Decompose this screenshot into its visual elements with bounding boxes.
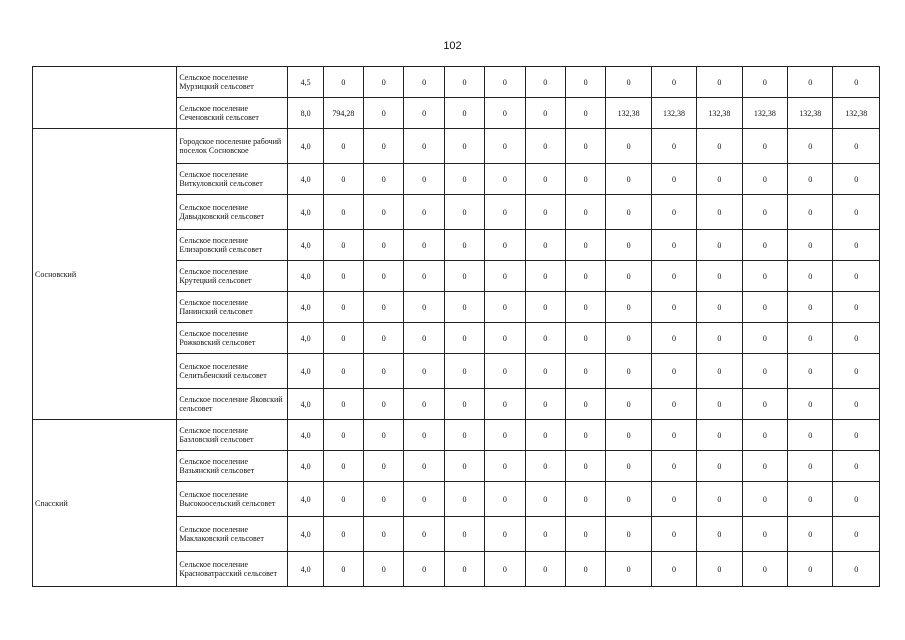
value-cell: 0 [364,354,404,389]
value-cell: 0 [651,261,696,292]
value-cell: 0 [833,451,880,482]
value-cell: 0 [697,292,742,323]
value-cell: 0 [404,195,444,230]
value-cell: 0 [485,261,525,292]
value-cell: 0 [697,482,742,517]
value-cell: 0 [525,129,565,164]
value-cell: 0 [364,323,404,354]
value-cell: 0 [323,164,363,195]
value-cell: 0 [788,451,833,482]
value-cell: 0 [742,164,787,195]
value-cell: 0 [697,323,742,354]
value-cell: 0 [833,354,880,389]
value-cell: 0 [323,517,363,552]
value-cell: 0 [525,482,565,517]
value-cell: 0 [444,261,484,292]
value-cell: 0 [444,98,484,129]
value-cell: 4,0 [288,230,323,261]
value-cell: 4,5 [288,67,323,98]
value-cell: 0 [651,482,696,517]
data-table [32,66,880,587]
value-cell: 0 [742,354,787,389]
value-cell: 0 [697,261,742,292]
value-cell: 0 [525,195,565,230]
value-cell: 132,38 [697,98,742,129]
value-cell: 4,0 [288,323,323,354]
value-cell: 0 [364,517,404,552]
value-cell: 0 [788,517,833,552]
value-cell: 0 [404,164,444,195]
value-cell: 132,38 [833,98,880,129]
value-cell: 0 [565,323,605,354]
value-cell: 0 [565,354,605,389]
value-cell: 132,38 [788,98,833,129]
value-cell: 0 [444,354,484,389]
value-cell: 0 [444,164,484,195]
value-cell: 0 [485,98,525,129]
value-cell: 0 [697,420,742,451]
value-cell: 0 [404,261,444,292]
value-cell: 0 [606,451,651,482]
value-cell: 0 [323,420,363,451]
value-cell: 0 [565,67,605,98]
value-cell: 0 [404,517,444,552]
value-cell: 0 [525,67,565,98]
value-cell: 0 [525,389,565,420]
value-cell: 0 [697,67,742,98]
settlement-cell: Сельское поселение Панинский сельсовет [177,292,288,323]
value-cell: 0 [833,389,880,420]
value-cell: 0 [833,129,880,164]
value-cell: 0 [525,354,565,389]
value-cell: 0 [742,389,787,420]
value-cell: 0 [651,323,696,354]
value-cell: 0 [651,354,696,389]
value-cell: 0 [444,552,484,587]
value-cell: 0 [364,389,404,420]
value-cell: 0 [323,195,363,230]
value-cell: 0 [323,230,363,261]
value-cell: 0 [485,129,525,164]
value-cell: 0 [606,164,651,195]
district-cell: Сосновский [33,129,177,420]
value-cell: 0 [833,517,880,552]
value-cell: 0 [742,420,787,451]
value-cell: 0 [697,230,742,261]
value-cell: 0 [565,164,605,195]
value-cell: 0 [444,230,484,261]
value-cell: 4,0 [288,261,323,292]
value-cell: 0 [525,230,565,261]
value-cell: 4,0 [288,389,323,420]
value-cell: 0 [444,67,484,98]
value-cell: 0 [323,67,363,98]
value-cell: 0 [323,552,363,587]
value-cell: 4,0 [288,354,323,389]
value-cell: 0 [606,230,651,261]
value-cell: 0 [485,164,525,195]
value-cell: 0 [833,292,880,323]
value-cell: 0 [565,420,605,451]
value-cell: 132,38 [651,98,696,129]
value-cell: 0 [742,451,787,482]
value-cell: 4,0 [288,164,323,195]
value-cell: 0 [742,67,787,98]
value-cell: 0 [525,323,565,354]
value-cell: 0 [742,292,787,323]
value-cell: 0 [651,517,696,552]
value-cell: 0 [404,292,444,323]
value-cell: 0 [565,195,605,230]
value-cell: 0 [606,389,651,420]
value-cell: 0 [404,482,444,517]
value-cell: 0 [364,230,404,261]
settlement-cell: Сельское поселение Маклаковский сельсовет [177,517,288,552]
value-cell: 0 [651,67,696,98]
value-cell: 0 [651,292,696,323]
value-cell: 0 [788,354,833,389]
value-cell: 0 [651,451,696,482]
value-cell: 0 [525,292,565,323]
value-cell: 4,0 [288,482,323,517]
settlement-cell: Сельское поселение Красноватрасский сельсовет [177,552,288,587]
value-cell: 0 [404,420,444,451]
value-cell: 0 [404,552,444,587]
value-cell: 0 [788,292,833,323]
value-cell: 0 [565,389,605,420]
value-cell: 0 [323,354,363,389]
value-cell: 4,0 [288,129,323,164]
value-cell: 4,0 [288,420,323,451]
value-cell: 0 [323,323,363,354]
value-cell: 0 [788,482,833,517]
settlement-cell: Сельское поселение Яковский сельсовет [177,389,288,420]
value-cell: 0 [444,389,484,420]
value-cell: 0 [404,67,444,98]
value-cell: 0 [697,354,742,389]
value-cell: 0 [323,129,363,164]
value-cell: 0 [833,482,880,517]
value-cell: 0 [525,261,565,292]
settlement-cell: Сельское поселение Мурзицкий сельсовет [177,67,288,98]
settlement-cell: Сельское поселение Базловский сельсовет [177,420,288,451]
value-cell: 4,0 [288,451,323,482]
value-cell: 0 [651,195,696,230]
value-cell: 0 [485,389,525,420]
value-cell: 0 [742,482,787,517]
value-cell: 0 [697,129,742,164]
settlement-cell: Сельское поселение Рожковский сельсовет [177,323,288,354]
value-cell: 0 [485,292,525,323]
value-cell: 0 [788,323,833,354]
value-cell: 0 [364,164,404,195]
value-cell: 4,0 [288,292,323,323]
value-cell: 0 [565,482,605,517]
value-cell: 0 [697,164,742,195]
value-cell: 0 [323,451,363,482]
settlement-cell: Сельское поселение Елизаровский сельсовет [177,230,288,261]
value-cell: 0 [565,230,605,261]
value-cell: 0 [788,420,833,451]
value-cell: 0 [323,292,363,323]
value-cell: 0 [404,230,444,261]
settlement-cell: Сельское поселение Давыдковский сельсовет [177,195,288,230]
district-cell: Спасский [33,420,177,587]
value-cell: 4,0 [288,195,323,230]
value-cell: 0 [606,552,651,587]
value-cell: 0 [485,354,525,389]
value-cell: 0 [788,389,833,420]
value-cell: 0 [606,354,651,389]
value-cell: 0 [833,323,880,354]
settlement-cell: Сельское поселение Вазьянский сельсовет [177,451,288,482]
value-cell: 0 [565,517,605,552]
value-cell: 0 [485,230,525,261]
value-cell: 0 [606,67,651,98]
value-cell: 0 [323,261,363,292]
value-cell: 0 [742,129,787,164]
value-cell: 0 [485,517,525,552]
value-cell: 0 [525,164,565,195]
value-cell: 4,0 [288,552,323,587]
value-cell: 0 [323,389,363,420]
value-cell: 0 [833,230,880,261]
value-cell: 0 [606,482,651,517]
value-cell: 0 [525,552,565,587]
value-cell: 0 [364,292,404,323]
value-cell: 0 [444,292,484,323]
value-cell: 0 [565,129,605,164]
value-cell: 0 [606,323,651,354]
value-cell: 0 [788,67,833,98]
value-cell: 0 [565,261,605,292]
value-cell: 0 [788,164,833,195]
value-cell: 0 [404,323,444,354]
value-cell: 0 [323,482,363,517]
value-cell: 0 [788,195,833,230]
value-cell: 0 [404,389,444,420]
value-cell: 0 [525,98,565,129]
value-cell: 0 [788,552,833,587]
value-cell: 132,38 [742,98,787,129]
value-cell: 0 [651,164,696,195]
value-cell: 0 [833,164,880,195]
value-cell: 0 [404,129,444,164]
value-cell: 0 [651,552,696,587]
settlement-cell: Сельское поселение Крутецкий сельсовет [177,261,288,292]
settlement-cell: Городское поселение рабочий поселок Сосновское [177,129,288,164]
value-cell: 0 [697,195,742,230]
value-cell: 0 [364,552,404,587]
value-cell: 0 [697,552,742,587]
value-cell: 0 [565,292,605,323]
value-cell: 0 [404,98,444,129]
value-cell: 0 [606,195,651,230]
table-row [33,420,880,451]
value-cell: 0 [364,67,404,98]
value-cell: 0 [833,552,880,587]
value-cell: 0 [485,552,525,587]
value-cell: 8,0 [288,98,323,129]
district-cell [33,67,177,129]
value-cell: 0 [364,195,404,230]
value-cell: 0 [364,129,404,164]
page-number: 102 [443,40,462,52]
value-cell: 0 [485,420,525,451]
value-cell: 794,28 [323,98,363,129]
value-cell: 0 [364,98,404,129]
value-cell: 0 [742,517,787,552]
value-cell: 0 [444,129,484,164]
value-cell: 0 [485,323,525,354]
value-cell: 0 [606,292,651,323]
value-cell: 0 [485,451,525,482]
value-cell: 0 [565,98,605,129]
value-cell: 0 [485,195,525,230]
settlement-cell: Сельское поселение Селитьбенский сельсовет [177,354,288,389]
value-cell: 0 [651,389,696,420]
value-cell: 0 [444,323,484,354]
value-cell: 0 [364,482,404,517]
settlement-cell: Сельское поселение Виткуловский сельсовет [177,164,288,195]
value-cell: 0 [697,389,742,420]
value-cell: 0 [606,261,651,292]
value-cell: 0 [833,67,880,98]
value-cell: 0 [742,323,787,354]
value-cell: 4,0 [288,517,323,552]
value-cell: 0 [444,195,484,230]
value-cell: 0 [606,129,651,164]
value-cell: 0 [485,482,525,517]
value-cell: 0 [606,517,651,552]
value-cell: 0 [525,451,565,482]
value-cell: 0 [788,261,833,292]
value-cell: 0 [651,129,696,164]
value-cell: 0 [606,420,651,451]
value-cell: 0 [444,517,484,552]
value-cell: 0 [444,482,484,517]
value-cell: 0 [697,451,742,482]
value-cell: 0 [742,195,787,230]
table-row [33,129,880,164]
value-cell: 0 [444,420,484,451]
value-cell: 0 [833,420,880,451]
value-cell: 0 [651,230,696,261]
value-cell: 0 [525,517,565,552]
value-cell: 0 [485,67,525,98]
value-cell: 0 [833,261,880,292]
value-cell: 0 [565,552,605,587]
value-cell: 0 [742,261,787,292]
value-cell: 0 [651,420,696,451]
value-cell: 0 [788,230,833,261]
settlement-cell: Сельское поселение Сеченовский сельсовет [177,98,288,129]
value-cell: 0 [697,517,742,552]
value-cell: 0 [404,451,444,482]
table-row [33,67,880,98]
value-cell: 0 [742,230,787,261]
value-cell: 0 [742,552,787,587]
value-cell: 0 [444,451,484,482]
value-cell: 0 [364,420,404,451]
value-cell: 0 [364,261,404,292]
value-cell: 0 [525,420,565,451]
value-cell: 0 [833,195,880,230]
value-cell: 0 [404,354,444,389]
value-cell: 132,38 [606,98,651,129]
table-body [33,67,880,587]
value-cell: 0 [788,129,833,164]
value-cell: 0 [565,451,605,482]
value-cell: 0 [364,451,404,482]
settlement-cell: Сельское поселение Высокоосельский сельсовет [177,482,288,517]
